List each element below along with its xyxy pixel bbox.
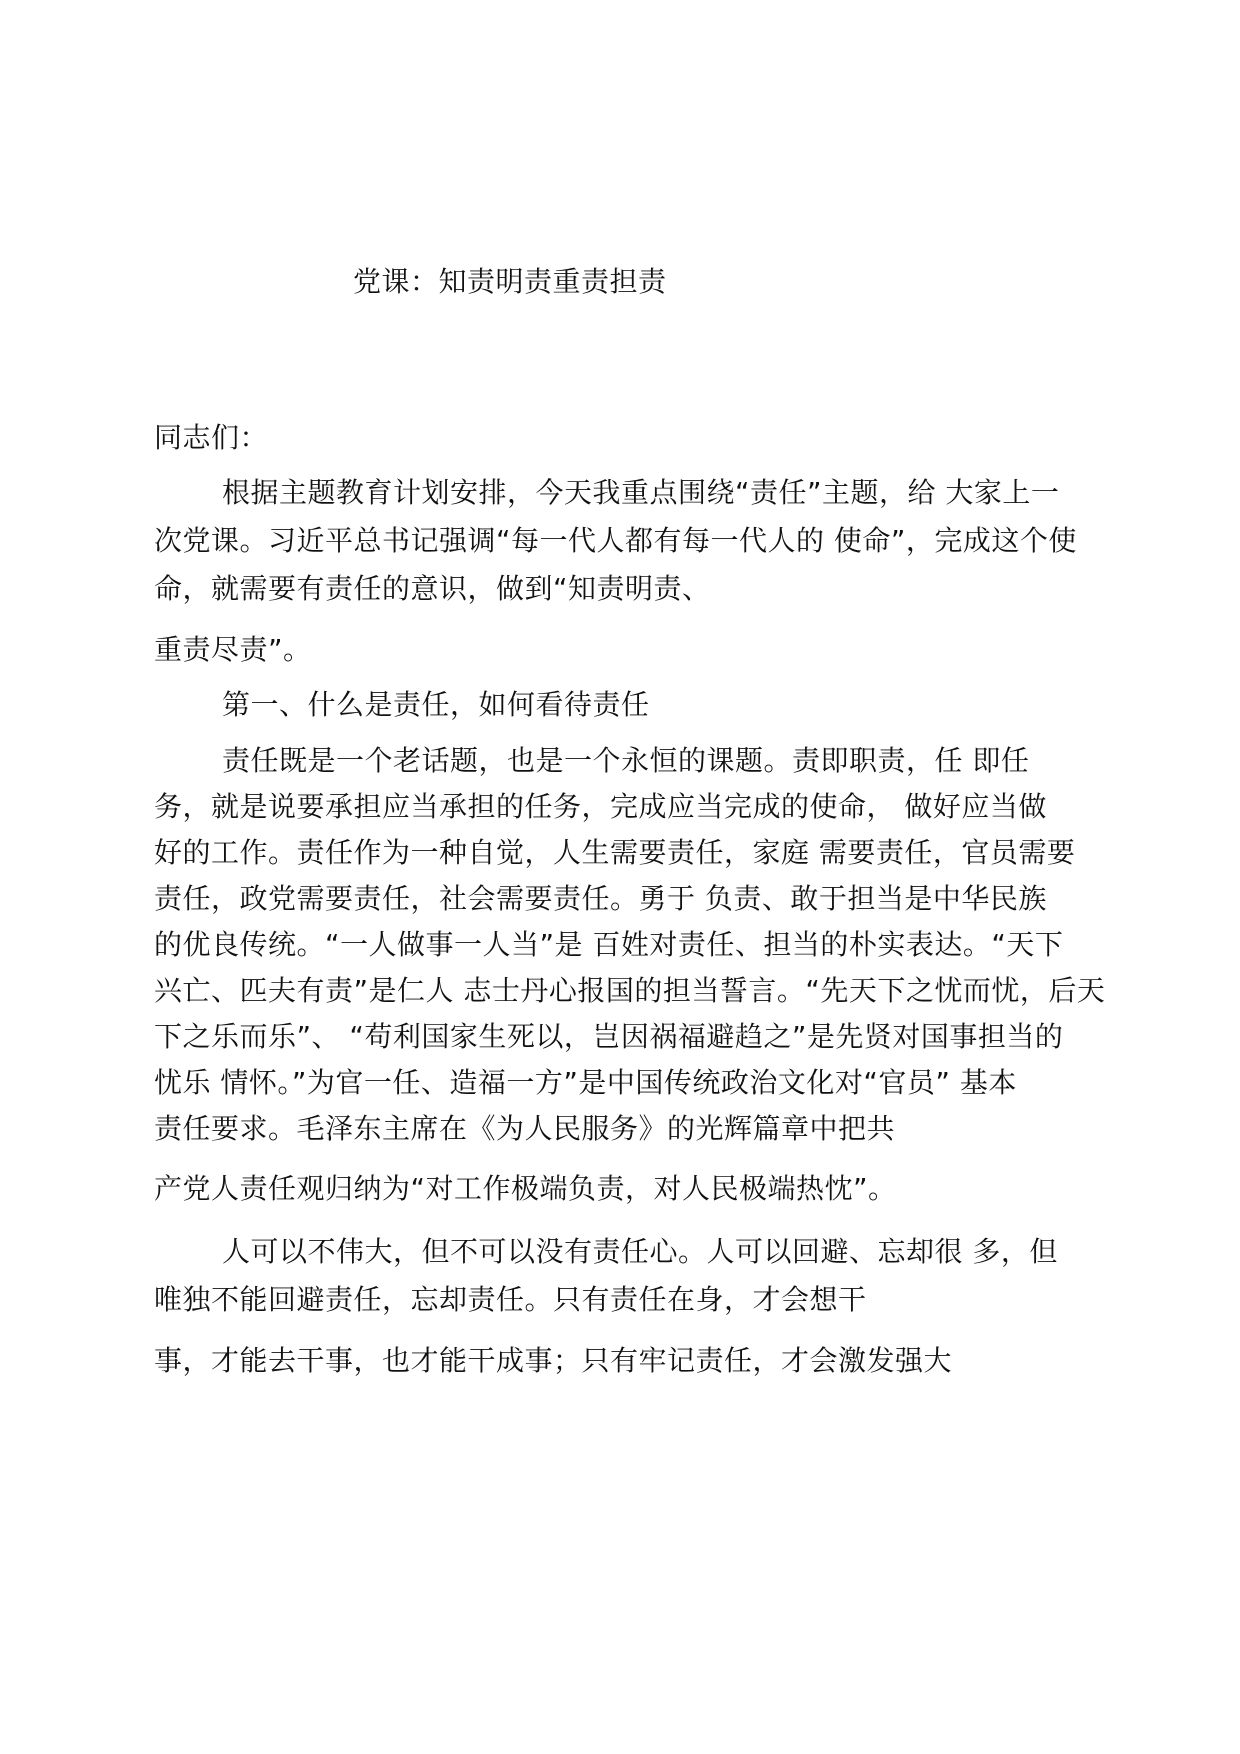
salutation: 同志们： bbox=[154, 421, 269, 454]
paragraph-line-7: 务，就是说要承担应当承担的任务，完成应当完成的使命， 做好应当做 bbox=[154, 790, 1047, 823]
paragraph-line-17: 唯独不能回避责任，忘却责任。只有责任在身，才会想干 bbox=[154, 1283, 867, 1316]
section-heading: 第一、什么是责任，如何看待责任 bbox=[222, 688, 650, 721]
paragraph-line-14: 责任要求。毛泽东主席在《为人民服务》的光辉篇章中把共 bbox=[154, 1112, 896, 1145]
paragraph-line-10: 的优良传统。“一人做事一人当”是 百姓对责任、担当的朴实表达。“天下 bbox=[154, 928, 1064, 961]
paragraph-line-1: 根据主题教育计划安排，今天我重点围绕“责任”主题，给 大家上一 bbox=[222, 476, 1060, 509]
paragraph-line-6: 责任既是一个老话题，也是一个永恒的课题。责即职责，任 即任 bbox=[222, 744, 1030, 777]
paragraph-line-3: 命，就需要有责任的意识，做到“知责明责、 bbox=[154, 572, 711, 605]
paragraph-line-12: 下之乐而乐”、 “苟利国家生死以，岂因祸福避趋之”是先贤对国事担当的 bbox=[154, 1020, 1064, 1053]
document-title: 党课：知责明责重责担责 bbox=[353, 265, 667, 298]
paragraph-line-2: 次党课。习近平总书记强调“每一代人都有每一代人的 使命”，完成这个使 bbox=[154, 524, 1077, 557]
paragraph-line-11: 兴亡、匹夫有责”是仁人 志士丹心报国的担当誓言。“先天下之忧而忧，后天 bbox=[154, 974, 1106, 1007]
paragraph-line-13: 忧乐 情怀。”为官一任、造福一方”是中国传统政治文化对“官员” 基本 bbox=[154, 1066, 1017, 1099]
paragraph-line-8: 好的工作。责任作为一种自觉，人生需要责任，家庭 需要责任，官员需要 bbox=[154, 836, 1076, 869]
paragraph-line-15: 产党人责任观归纳为“对工作极端负责，对人民极端热忱”。 bbox=[154, 1172, 897, 1205]
paragraph-line-16: 人可以不伟大，但不可以没有责任心。人可以回避、忘却很 多，但 bbox=[222, 1235, 1058, 1268]
paragraph-line-9: 责任，政党需要责任，社会需要责任。勇于 负责、敢于担当是中华民族 bbox=[154, 882, 1047, 915]
paragraph-line-18: 事，才能去干事，也才能干成事；只有牢记责任，才会激发强大 bbox=[154, 1344, 953, 1377]
paragraph-line-4: 重责尽责”。 bbox=[154, 633, 312, 666]
